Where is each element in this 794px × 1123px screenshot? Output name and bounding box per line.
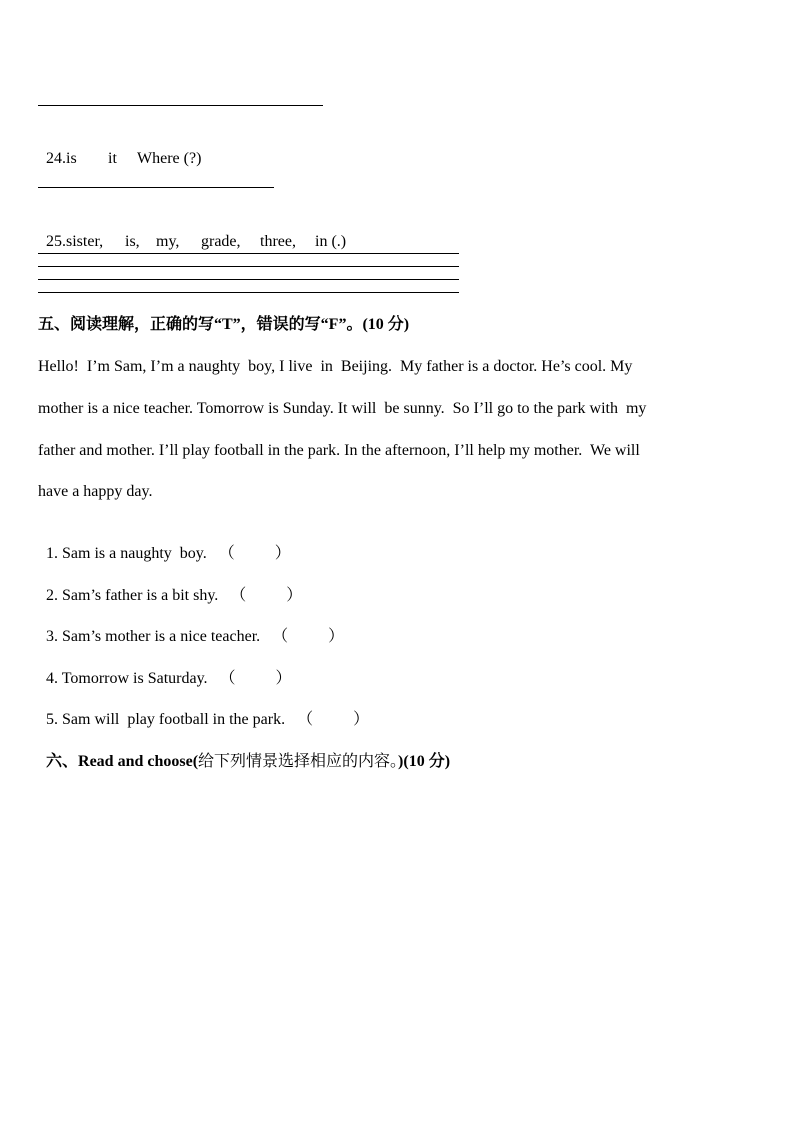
section-6-heading — [38, 732, 450, 772]
item-text: 2. Sam’s father is a bit shy. — [46, 587, 219, 604]
word: sister, — [66, 233, 104, 250]
answer-blank[interactable]: （ ） — [272, 628, 345, 645]
tf-item-3 — [38, 607, 344, 647]
question-25 — [38, 212, 346, 252]
section-6-prefix: 六、 — [46, 753, 79, 770]
answer-blank[interactable]: （ ） — [297, 711, 370, 728]
word: it — [108, 150, 117, 167]
answer-blank[interactable]: （ ） — [219, 670, 292, 687]
tf-item-2 — [38, 566, 302, 606]
section-6-title: Read and choose( — [78, 753, 199, 770]
item-text: 4. Tomorrow is Saturday. — [46, 670, 208, 687]
answer-blank[interactable]: （ ） — [218, 545, 291, 562]
section-5-heading: 五、阅读理解，正确的写“T”，错误的写“F”。(10 分) — [38, 316, 410, 333]
word: grade, — [201, 233, 241, 250]
answer-blank[interactable]: （ ） — [230, 587, 303, 604]
answer-line-25b[interactable] — [38, 266, 459, 267]
answer-line-25d[interactable] — [38, 292, 459, 293]
word: is — [66, 150, 77, 167]
tf-item-1 — [38, 524, 291, 564]
question-number: 25. — [46, 233, 66, 250]
answer-line-24[interactable] — [38, 187, 274, 188]
item-text: 1. Sam is a naughty boy. — [46, 545, 207, 562]
word: in (.) — [315, 233, 347, 250]
tf-item-5 — [38, 690, 369, 730]
item-text: 5. Sam will play football in the park. — [46, 711, 286, 728]
word: my, — [156, 233, 180, 250]
word: Where (?) — [137, 150, 202, 167]
word: is, — [125, 233, 140, 250]
section-6-instruction: 给下列情景选择相应的内容。 — [198, 753, 399, 770]
passage-line: father and mother. I’ll play football in the park. In the afternoon, I’ll help my mother. We will — [38, 442, 640, 459]
answer-line-23[interactable] — [38, 105, 323, 106]
answer-line-25a[interactable] — [38, 253, 459, 254]
passage-line: have a happy day. — [38, 483, 153, 500]
item-text: 3. Sam’s mother is a nice teacher. — [46, 628, 261, 645]
word: three, — [260, 233, 296, 250]
passage-line: mother is a nice teacher. Tomorrow is Sunday. It will be sunny. So I’ll go to the park with my — [38, 400, 647, 417]
tf-item-4 — [38, 649, 292, 689]
question-24 — [38, 129, 201, 169]
passage-line: Hello! I’m Sam, I’m a naughty boy, I live in Beijing. My father is a doctor. He’s cool. My — [38, 358, 633, 375]
question-number: 24. — [46, 150, 66, 167]
answer-line-25c[interactable] — [38, 279, 459, 280]
section-6-score: )(10 分) — [398, 753, 451, 770]
